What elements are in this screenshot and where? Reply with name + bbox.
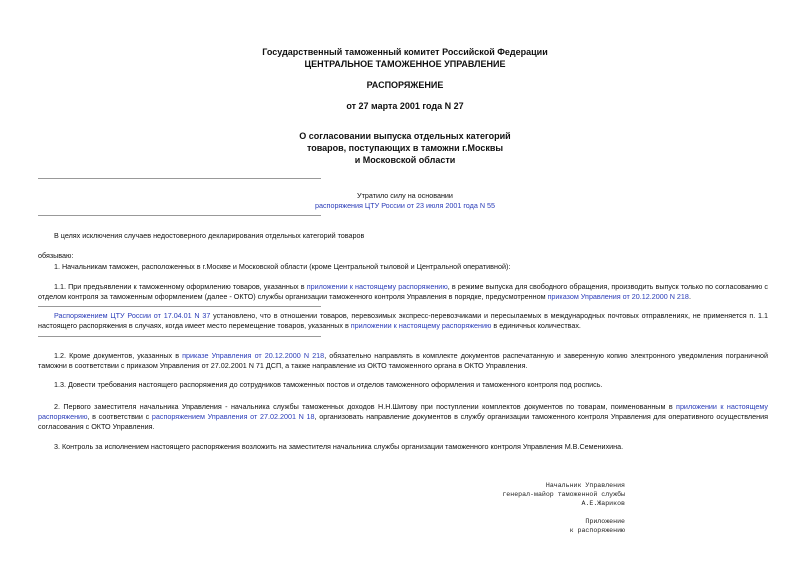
paragraph-1: 1. Начальникам таможен, расположенных в г.Москве и Московской области (кроме Центральной тыловой и Центральной оперативной): bbox=[54, 262, 511, 271]
doc-title-line-3: и Московской области bbox=[354, 155, 456, 165]
divider bbox=[38, 336, 321, 337]
appendix-link[interactable]: приложении к настоящему распоряжению bbox=[350, 321, 492, 331]
paragraph-1-2: 1.2. Кроме документов, указанных в приказе Управления от 20.12.2000 N 218, обязательно направлять в комплекте документов распечатанную и заверенную копию электронного уведомления пограничной таможни в соответствии с приказом Управления от 27.02.2001 N 71 ДСП, а также направление из ОКТО таможенного органа в ОКТО Управления. bbox=[38, 351, 768, 371]
order-word: обязываю: bbox=[38, 251, 74, 260]
appendix-link[interactable]: приложении к настоящему распоряжению bbox=[306, 282, 448, 291]
divider bbox=[38, 215, 321, 216]
divider bbox=[38, 306, 321, 307]
status-note: Утратило силу на основании bbox=[357, 191, 453, 200]
order-18-link[interactable]: распоряжением Управления от 27.02.2001 N 18 bbox=[151, 412, 315, 422]
doc-date: от 27 марта 2001 года N 27 bbox=[346, 101, 464, 111]
appendix-heading: Приложение bbox=[585, 518, 625, 525]
intro-paragraph: В целях исключения случаев недостоверного декларирования отдельных категорий товаров bbox=[54, 231, 365, 240]
doc-title-line-2: товаров, поступающих в таможни г.Москвы bbox=[306, 143, 504, 153]
org-name: Государственный таможенный комитет Российской Федерации bbox=[262, 47, 548, 57]
signature-name: А.Е.Жариков bbox=[581, 500, 625, 507]
signature-title: Начальник Управления bbox=[545, 482, 625, 489]
order-218-link[interactable]: приказом Управления от 20.12.2000 N 218 bbox=[547, 292, 689, 302]
signature-rank: генерал-майор таможенной службы bbox=[502, 491, 625, 498]
doc-type: РАСПОРЯЖЕНИЕ bbox=[366, 80, 444, 90]
paragraph-1-1: 1.1. При предъявлении к таможенному оформлению товаров, указанных в приложении к настоящему распоряжению, в режиме выпуска для свободного обращения, производить выпуск только по согласованию с отделом контроля за таможенным оформлением (далее - ОКТО) службы организации таможенного контроля Управления в порядке, предусмотренном приказом Управления от 20.12.2000 N 218. bbox=[38, 282, 769, 302]
divider bbox=[38, 178, 321, 179]
order-37-link[interactable]: Распоряжением ЦТУ России от 17.04.01 N 37 bbox=[54, 311, 211, 320]
appendix-subheading: к распоряжению bbox=[569, 527, 625, 534]
org-subdivision: ЦЕНТРАЛЬНОЕ ТАМОЖЕННОЕ УПРАВЛЕНИЕ bbox=[304, 59, 506, 69]
status-link-line bbox=[40, 201, 770, 211]
appendix-link[interactable]: приложении к настоящему распоряжению bbox=[38, 402, 769, 422]
paragraph-2: 2. Первого заместителя начальника Управления - начальника службы таможенных доходов Н.Н.Шитову при поступлении комплектов документов по товарам, поименованным в приложении к настоящему распоряжению, в соответствии с распоряжением Управления от 27.02.2001 N 18, организовать направление документов в службу организации таможенного контроля Управления для оперативного осуществления согласования с ОКТО Управления. bbox=[38, 402, 769, 432]
repeal-link[interactable]: распоряжения ЦТУ России от 23 июля 2001 года N 55 bbox=[314, 201, 496, 210]
paragraph-1-3: 1.3. Довести требования настоящего распоряжения до сотрудников таможенных постов и отделов таможенного оформления и таможенного контроля под роспись. bbox=[54, 380, 603, 389]
order-218-link[interactable]: приказе Управления от 20.12.2000 N 218 bbox=[182, 351, 325, 360]
paragraph-3: 3. Контроль за исполнением настоящего распоряжения возложить на заместителя начальника службы организации таможенного контроля Управления М.В.Семенихина. bbox=[54, 442, 624, 451]
doc-title-line-1: О согласовании выпуска отдельных категорий bbox=[299, 131, 511, 141]
amendment-note: Распоряжением ЦТУ России от 17.04.01 N 37 установлено, что в отношении товаров, перевозимых экспресс-перевозчиками и пересылаемых в международных почтовых отправлениях, не применяется п. 1.1 настоящего распоряжения в случаях, когда имеет место перемещение товаров, указанных в приложении к настоящему распоряжению в единичных количествах. bbox=[38, 311, 768, 331]
